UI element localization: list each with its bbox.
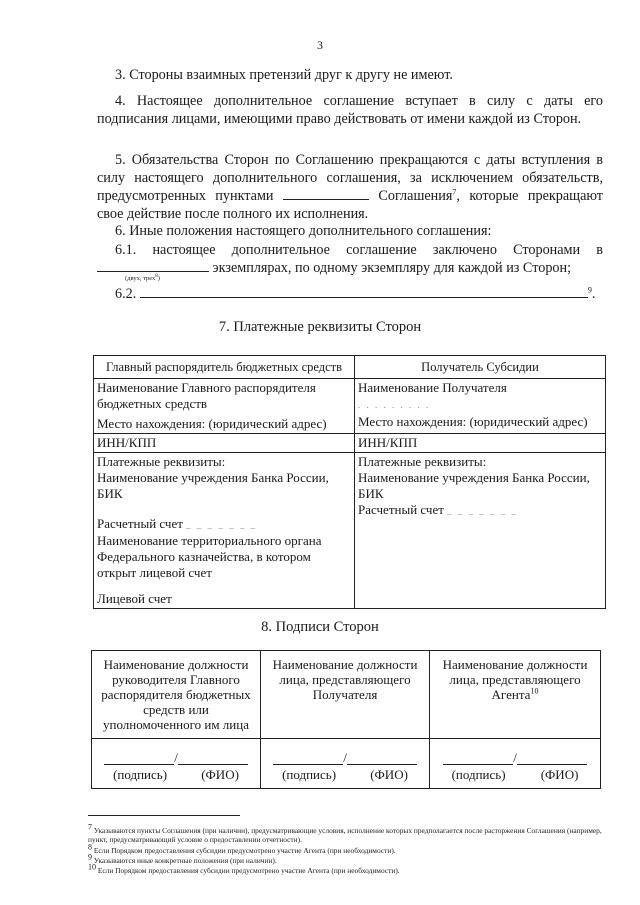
item-4: 4. Настоящее дополнительное соглашение вступает в силу с даты его подписания лицами, имеющими право действовать от имени каждой из Сторон. [97,93,603,127]
left-address: Место нахождения: (юридический адрес) [97,416,327,431]
sig-3-signature-line[interactable] [443,750,513,765]
sig-2-slash: / [343,750,347,765]
sig-1-fio-caption: (ФИО) [201,767,239,782]
sig-3-fio-line[interactable] [517,750,587,765]
item-6-1-blank[interactable] [97,259,209,272]
item-5-blank[interactable] [283,187,369,200]
section-7-title: 7. Платежные реквизиты Сторон [218,319,422,335]
left-payment-cell [94,453,355,609]
left-name: Наименование Главного распорядителя бюджетных средств [97,380,316,411]
left-header: Главный распорядитель бюджетных средств [94,356,355,379]
item-6-1-hint: (двух, трех$^8$) [125,273,160,282]
footnote-8: $^8$ Если Порядком предоставления субсидии предусмотрено участие Агента (при необходимости). [88,842,396,855]
sig-2-fio-line[interactable] [347,750,417,765]
left-personal-account: Лицевой счет [97,591,172,606]
footnote-ref-10: 10 [530,686,539,696]
sig-2-fio-caption: (ФИО) [370,767,408,782]
right-account: Расчетный счет _ _ _ _ _ _ _ [358,502,519,517]
item-5-text-3: , которые прекращают свое действие после полного их исполнения. [97,188,603,222]
footnote-ref-9: 9 [587,285,592,295]
item-6-2-period: . [591,286,596,302]
sig-col-1-title: Наименование должности руководителя Главного распорядителя бюджетных средств или уполномоченного им лица [92,651,261,739]
sig-1-fio-line[interactable] [178,750,248,765]
footnote-10: $^{10}$ Если Порядком предоставления субсидии предусмотрено участие Агента (при необходимости). [88,862,400,875]
right-payment-cell [355,453,606,609]
right-name-cell: Наименование Получателя . . . . . . . . . Место нахождения: (юридический адрес) [355,379,606,434]
footnote-7: $^7$ Указываются пункты Соглашения (при наличии), предусматривающие условия, исполнение которых предполагается после расторжения Соглашения (например, пункт, предусматривающий условие о предоставлении отчетности). [88,822,602,844]
right-name: Наименование Получателя [358,380,507,395]
sig-2-signature-caption: (подпись) [282,767,337,782]
footnote-9: $^9$ Указываются иные конкретные положения (при наличии). [88,852,277,865]
sig-2-signature-line[interactable] [273,750,343,765]
sig-1-slash: / [174,750,178,765]
left-name-cell [94,379,355,434]
sig-cell-3 [430,739,601,789]
sig-1-signature-line[interactable] [104,750,174,765]
item-5-text-2: Соглашения [378,188,453,204]
section-8-title: 8. Подписи Сторон [261,619,379,635]
item-6: 6. Иные положения настоящего дополнительного соглашения: [115,223,492,239]
sig-cell-1 [92,739,261,789]
left-account: Расчетный счет _ _ _ _ _ _ _ [97,516,258,531]
sig-col-3-title: Наименование должности лица, представляющего Агента$^{10}$ [430,651,601,739]
item-3: 3. Стороны взаимных претензий друг к другу не имеют. [115,67,453,83]
right-bank: Наименование учреждения Банка России, БИК [358,470,590,501]
item-6-2-label: 6.2. [115,286,137,302]
left-bank: Наименование учреждения Банка России, БИК [97,470,329,501]
sig-col-2-title: Наименование должности лица, представляющего Получателя [261,651,430,739]
right-inn: ИНН/КПП [355,434,606,453]
left-payment-label: Платежные реквизиты: [97,454,226,469]
page-number: 3 [317,38,323,52]
footnote-separator [88,815,240,816]
right-payment-label: Платежные реквизиты: [358,454,487,469]
left-inn: ИНН/КПП [94,434,355,453]
item-6-1-text-1: 6.1. настоящее дополнительное соглашение заключено Сторонами в [115,242,603,258]
signatures-table [91,650,601,789]
right-address: Место нахождения: (юридический адрес) [358,414,588,429]
footnote-ref-7: 7 [452,187,457,197]
left-treasury: Наименование территориального органа Федерального казначейства, в котором открыт лицевой счет [97,533,322,580]
payment-details-table [93,355,606,609]
sig-cell-2 [261,739,430,789]
sig-3-signature-caption: (подпись) [451,767,506,782]
item-6-2-blank[interactable] [140,285,588,298]
item-6-2 [97,285,603,303]
item-6-1 [97,241,603,277]
item-6-1-text-2: экземплярах, по одному экземпляру для каждой из Сторон; [212,260,572,276]
sig-1-signature-caption: (подпись) [113,767,168,782]
sig-3-fio-caption: (ФИО) [540,767,579,782]
right-header: Получатель Субсидии [355,356,606,379]
item-5 [97,151,603,223]
item-5-text-1: 5. Обязательства Сторон по Соглашению прекращаются с даты вступления в силу настоящего дополнительного соглашения, за исключением обязательств, предусмотренных пунктами [97,152,603,204]
sig-3-slash: / [513,750,517,765]
